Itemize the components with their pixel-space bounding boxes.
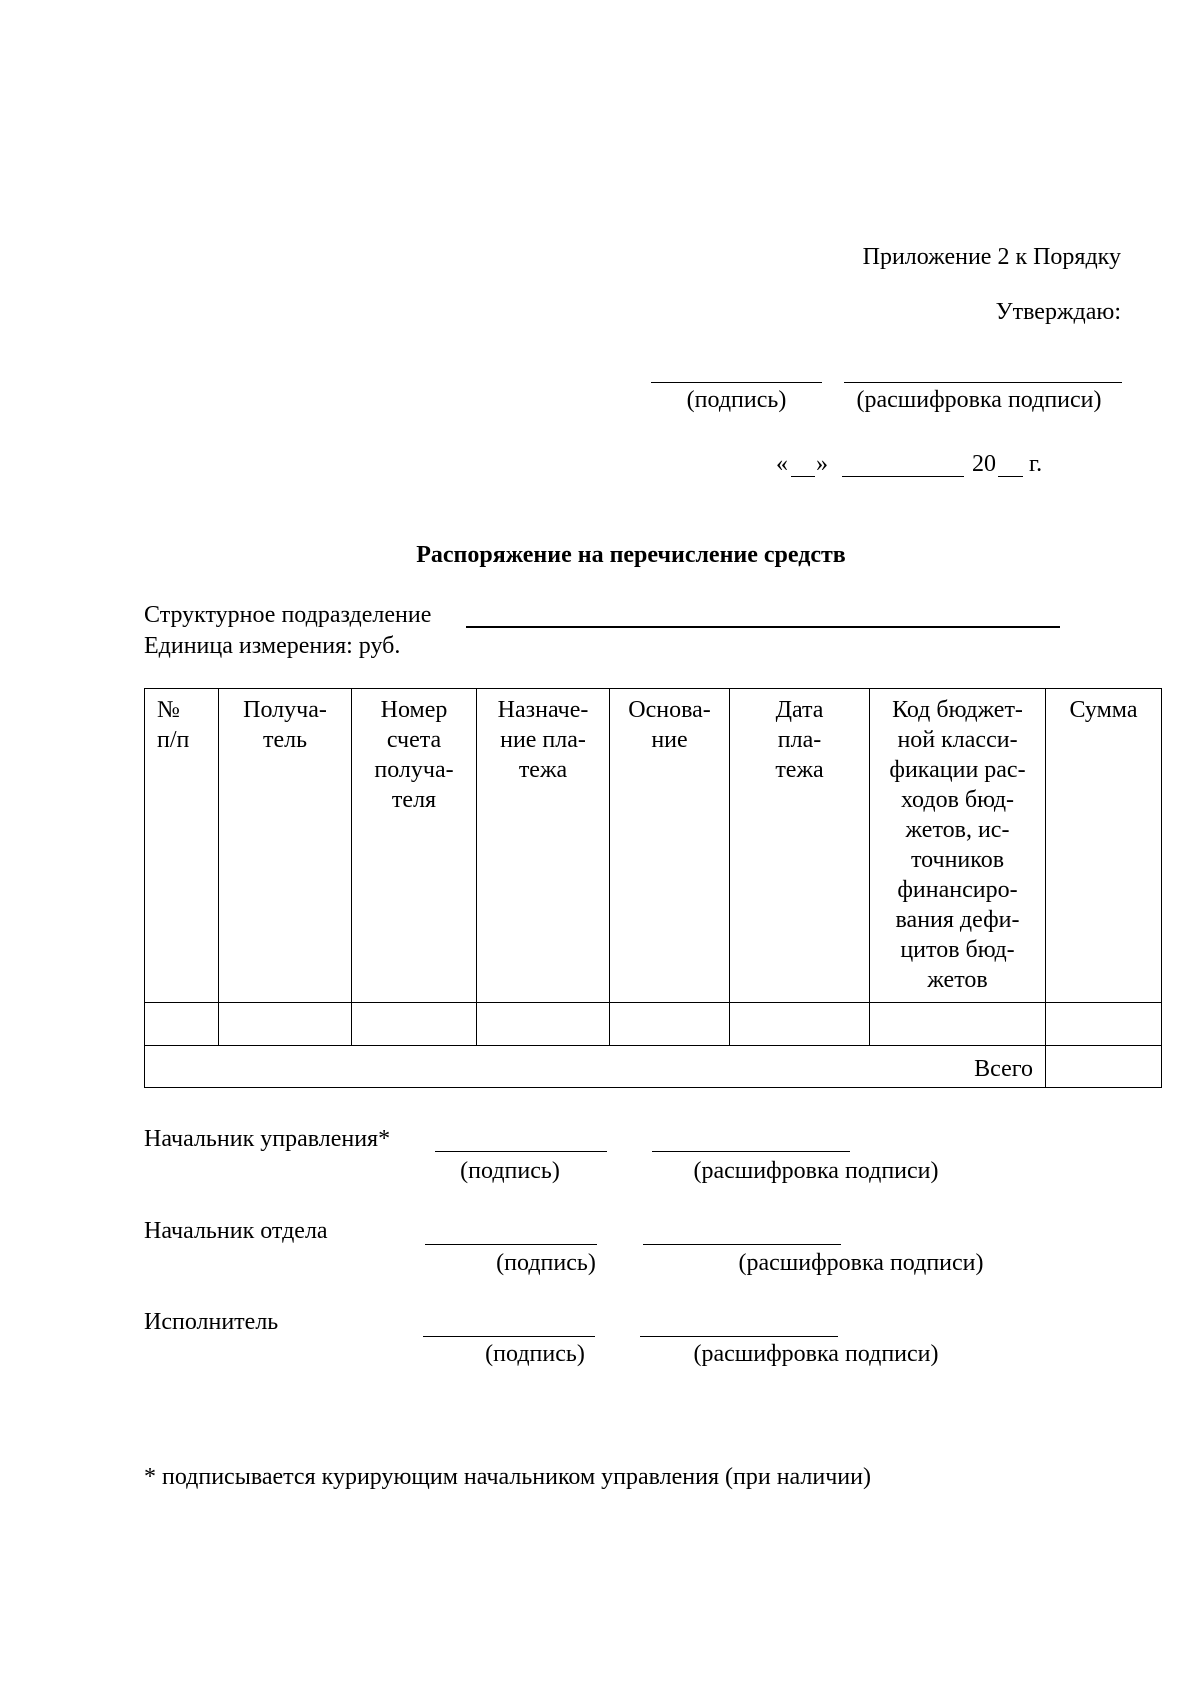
document-title: Распоряжение на перечисление средств xyxy=(416,542,846,568)
head-of-department-signature-caption: (подпись) xyxy=(460,1158,560,1184)
header-line: фикации рас- xyxy=(889,757,1026,783)
header-recipient xyxy=(219,689,352,1003)
table-cell[interactable] xyxy=(352,1003,477,1046)
header-line: получа- xyxy=(374,757,454,783)
header-line: жетов xyxy=(927,967,988,993)
header-line: ние xyxy=(651,727,688,753)
approver-signature-caption: (подпись) xyxy=(686,387,787,413)
header-line: ной класси- xyxy=(897,727,1018,753)
header-line: Назначе- xyxy=(497,697,589,723)
header-line: Получа- xyxy=(243,697,327,723)
header-line: Дата xyxy=(775,697,824,723)
header-basis xyxy=(610,689,730,1003)
executor-signature-caption: (подпись) xyxy=(485,1341,585,1367)
unit-label: Единица измерения: руб. xyxy=(144,633,401,659)
header-line: п/п xyxy=(157,727,190,753)
header-date xyxy=(730,689,870,1003)
header-line: тежа xyxy=(775,757,824,783)
approver-decoding-line xyxy=(844,382,1122,383)
table-cell[interactable] xyxy=(610,1003,730,1046)
header-line: вания дефи- xyxy=(895,907,1020,933)
table-cell[interactable] xyxy=(145,1003,219,1046)
head-of-department-signature-line xyxy=(435,1151,607,1152)
total-amount-cell[interactable] xyxy=(1046,1046,1162,1088)
header-line: жетов, ис- xyxy=(905,817,1010,843)
table-cell[interactable] xyxy=(730,1003,870,1046)
signature-role-head-of-division: Начальник отдела xyxy=(144,1218,328,1244)
table-row xyxy=(145,1003,1162,1046)
head-of-division-signature-caption: (подпись) xyxy=(496,1250,596,1276)
approval-date xyxy=(776,452,1048,482)
header-line: Сумма xyxy=(1069,697,1138,723)
header-account xyxy=(352,689,477,1003)
header-number xyxy=(145,689,219,1003)
header-line: Код бюджет- xyxy=(892,697,1023,723)
header-line: финансиро- xyxy=(897,877,1018,903)
header-line: тель xyxy=(262,727,308,753)
header-line: точников xyxy=(910,847,1005,873)
executor-decoding-caption: (расшифровка подписи) xyxy=(693,1341,939,1367)
date-open-quote: « xyxy=(776,451,788,477)
payment-table xyxy=(144,688,1162,1088)
division-line xyxy=(466,626,1060,628)
head-of-division-signature-line xyxy=(425,1244,597,1245)
table-cell[interactable] xyxy=(219,1003,352,1046)
date-year-suffix: г. xyxy=(1029,451,1043,477)
date-year-prefix: 20 xyxy=(972,451,996,477)
table-header-row xyxy=(145,689,1162,1003)
head-of-department-decoding-line xyxy=(652,1151,850,1152)
signature-role-head-of-department: Начальник управления* xyxy=(144,1126,391,1152)
header-line: Основа- xyxy=(628,697,711,723)
header-budget-code xyxy=(870,689,1046,1003)
header-line: пла- xyxy=(777,727,822,753)
header-line: ние пла- xyxy=(500,727,586,753)
header-purpose xyxy=(477,689,610,1003)
header-amount xyxy=(1046,689,1162,1003)
table-cell[interactable] xyxy=(1046,1003,1162,1046)
header-line: цитов бюд- xyxy=(900,937,1015,963)
head-of-department-decoding-caption: (расшифровка подписи) xyxy=(693,1158,939,1184)
head-of-division-decoding-caption: (расшифровка подписи) xyxy=(738,1250,984,1276)
header-line: Номер xyxy=(380,697,448,723)
header-line: тежа xyxy=(518,757,568,783)
header-line: теля xyxy=(391,787,437,813)
table-cell[interactable] xyxy=(477,1003,610,1046)
head-of-division-decoding-line xyxy=(643,1244,841,1245)
date-close-quote: » xyxy=(816,451,828,477)
approver-decoding-caption: (расшифровка подписи) xyxy=(856,387,1102,413)
approver-signature-line xyxy=(651,382,822,383)
division-label: Структурное подразделение xyxy=(144,602,432,628)
table-total-row xyxy=(145,1046,1162,1088)
header-line: № xyxy=(157,697,180,723)
executor-decoding-line xyxy=(640,1336,838,1337)
date-month-line xyxy=(842,476,964,477)
signature-role-executor: Исполнитель xyxy=(144,1309,279,1335)
approve-label: Утверждаю: xyxy=(995,299,1121,325)
executor-signature-line xyxy=(423,1336,595,1337)
header-line: счета xyxy=(386,727,442,753)
date-year-line xyxy=(998,476,1023,477)
footnote: * подписывается курирующим начальником управления (при наличии) xyxy=(144,1464,871,1490)
appendix-label: Приложение 2 к Порядку xyxy=(862,244,1121,270)
table-cell[interactable] xyxy=(870,1003,1046,1046)
total-label: Всего xyxy=(145,1046,1046,1088)
header-line: ходов бюд- xyxy=(900,787,1015,813)
date-day-line xyxy=(791,476,815,477)
